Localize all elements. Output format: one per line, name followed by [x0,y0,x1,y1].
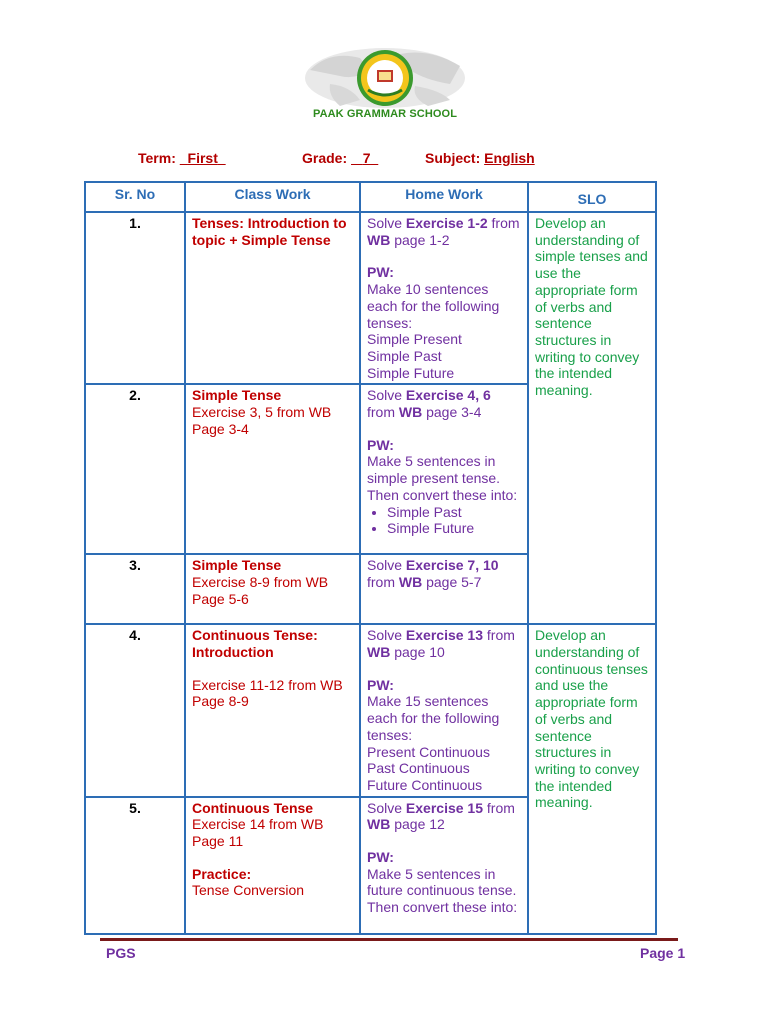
row-number: 4. [85,624,185,796]
row-number: 3. [85,554,185,624]
pw-label: PW: [367,849,394,866]
home-work-cell [360,624,528,796]
class-work-text: Exercise 11-12 from WB Page 8-9 [192,676,343,710]
pw-label: PW: [367,676,394,693]
practice-label: Practice: [192,865,252,882]
term-field [138,150,226,166]
table-row [85,212,656,384]
grade-field [302,150,378,166]
list-item: Present Continuous [367,743,490,760]
term-label: Term: [138,150,176,166]
subject-value: English [484,150,535,166]
class-work-title: Continuous Tense [192,799,314,816]
class-work-title: Tenses: Introduction to topic + Simple Tense [192,215,347,248]
row-number: 2. [85,384,185,554]
term-value: First [187,150,218,166]
class-work-text: Exercise 8-9 from WB Page 5-6 [192,574,329,607]
class-work-title: Simple Tense [192,387,282,404]
row-number: 5. [85,797,185,934]
pw-label: PW: [367,436,394,453]
list-item: Simple Past [367,347,442,364]
footer-school-code: PGS [106,945,136,961]
header-class-work: Class Work [185,182,360,212]
school-name: PAAK GRAMMAR SCHOOL [312,108,458,120]
list-item: Past Continuous [367,760,470,777]
home-work-task: Solve Exercise 13 from WB page 10 [367,627,515,661]
home-work-cell [360,212,528,384]
pw-text: Make 5 sentences in simple present tense. Then convert these into: [367,453,518,503]
footer-divider [100,938,678,941]
list-item: • Simple Past [387,504,521,521]
slo-cell: Develop an understanding of continuous tenses and use the appropriate form of verbs and sentence structures in writing to convey the intended meaning. [528,624,656,933]
slo-cell: Develop an understanding of simple tenses and use the appropriate form of verbs and sentence structures in writing to convey the intended meaning. [528,212,656,624]
class-work-cell [185,797,360,934]
page-number: Page 1 [640,945,686,961]
pw-text: Make 10 sentences each for the following tenses: [367,281,500,331]
class-work-title: Simple Tense [192,557,282,574]
class-work-cell [185,384,360,554]
class-work-cell [185,554,360,624]
home-work-task: Solve Exercise 1-2 from WB page 1-2 [367,215,520,248]
home-work-cell [360,384,528,554]
list-item: Simple Future [367,364,455,381]
header-slo: SLO [528,182,656,212]
list-item: Simple Present [367,331,462,348]
lesson-plan-table [84,181,657,935]
class-work-title: Continuous Tense: Introduction [192,627,318,661]
home-work-task: Solve Exercise 15 from WB page 12 [367,799,515,833]
pw-text: Make 5 sentences in future continuous tense. Then convert these into: [367,865,518,916]
pw-text: Make 15 sentences each for the following tenses: [367,693,500,743]
table-row [85,624,656,796]
practice-text: Tense Conversion [192,882,305,899]
header-sr-no: Sr. No [85,182,185,212]
home-work-cell [360,797,528,934]
list-item: • Simple Future [387,520,521,537]
home-work-task: Solve Exercise 7, 10 from WB page 5-7 [367,557,499,591]
list-item: Future Continuous [367,776,483,793]
subject-label: Subject: [425,150,481,166]
bullet-list [367,504,521,537]
class-work-text: Exercise 14 from WB Page 11 [192,816,324,850]
row-number: 1. [85,212,185,384]
header-home-work: Home Work [360,182,528,212]
grade-value: 7 [362,150,371,166]
table-header-row [85,182,656,212]
class-work-text: Exercise 3, 5 from WB Page 3-4 [192,404,332,437]
home-work-task: Solve Exercise 4, 6 from WB page 3-4 [367,387,491,421]
class-work-cell [185,212,360,384]
subject-field [425,150,535,166]
class-work-cell [185,624,360,796]
pw-label: PW: [367,264,394,281]
grade-label: Grade: [302,150,348,166]
home-work-cell [360,554,528,624]
